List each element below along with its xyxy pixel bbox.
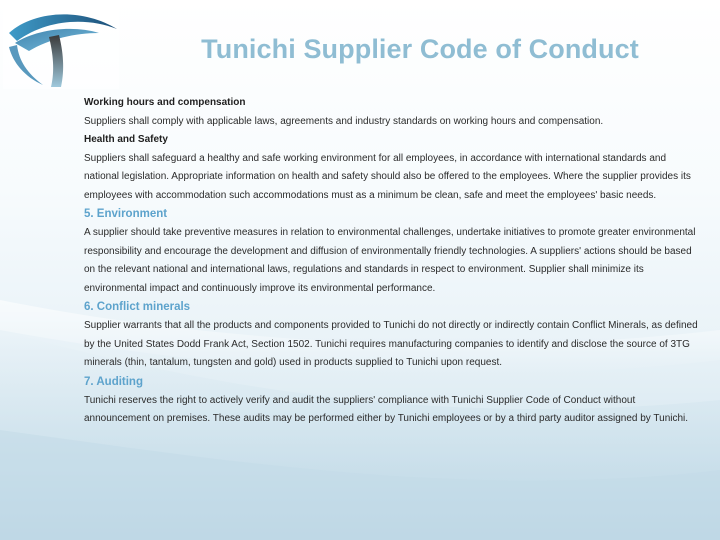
- auditing-text: Tunichi reserves the right to actively verify and audit the suppliers' compliance with Tunichi Supplier Code of Conduct without announcement on premises. These audits may be performed either by Tunichi employees or by a third party auditor assigned by Tunichi.: [84, 394, 689, 424]
- health-safety-text: Suppliers shall safeguard a healthy and safe working environment for all employees, in accordance with international standards and national legislation. Appropriate information on health and safety should also be offered to the employees. Where the supplier provides its employees with accommodation such accommodations must as a minimum be clean, safe and meet the employees' basic needs.: [84, 152, 691, 201]
- conflict-minerals-text: Supplier warrants that all the products and components provided to Tunichi do not directly or indirectly contain Conflict Minerals, as defined by the United States Dodd Frank Act, Section 1502. Tunichi requires manufacturing companies to identify and disclose the source of 3TG minerals (thin, tantalum, tungsten and gold) used in products supplied to Tunichi upon request.: [84, 320, 698, 368]
- code-of-conduct-body: [84, 94, 698, 429]
- company-logo: [3, 3, 119, 89]
- auditing-heading: 7. Auditing: [84, 375, 143, 388]
- environment-heading: 5. Environment: [84, 208, 168, 220]
- slide-title: Tunichi Supplier Code of Conduct: [201, 34, 639, 64]
- health-safety-heading: Health and Safety: [84, 134, 168, 145]
- working-hours-heading: Working hours and compensation: [84, 97, 246, 108]
- conflict-minerals-heading: 6. Conflict minerals: [84, 301, 191, 313]
- environment-text: A supplier should take preventive measures in relation to environmental challenges, undertake initiatives to promote greater environmental responsibility and encourage the development and diffusion of environmentally friendly technologies. A suppliers' actions should be based on the relevant national and international laws, regulations and standards in respect to environment. Supplier shall minimize its environmental impact and continuously improve its environmental performance.: [84, 227, 696, 294]
- working-hours-text: Suppliers shall comply with applicable laws, agreements and industry standards on working hours and compensation.: [84, 115, 604, 127]
